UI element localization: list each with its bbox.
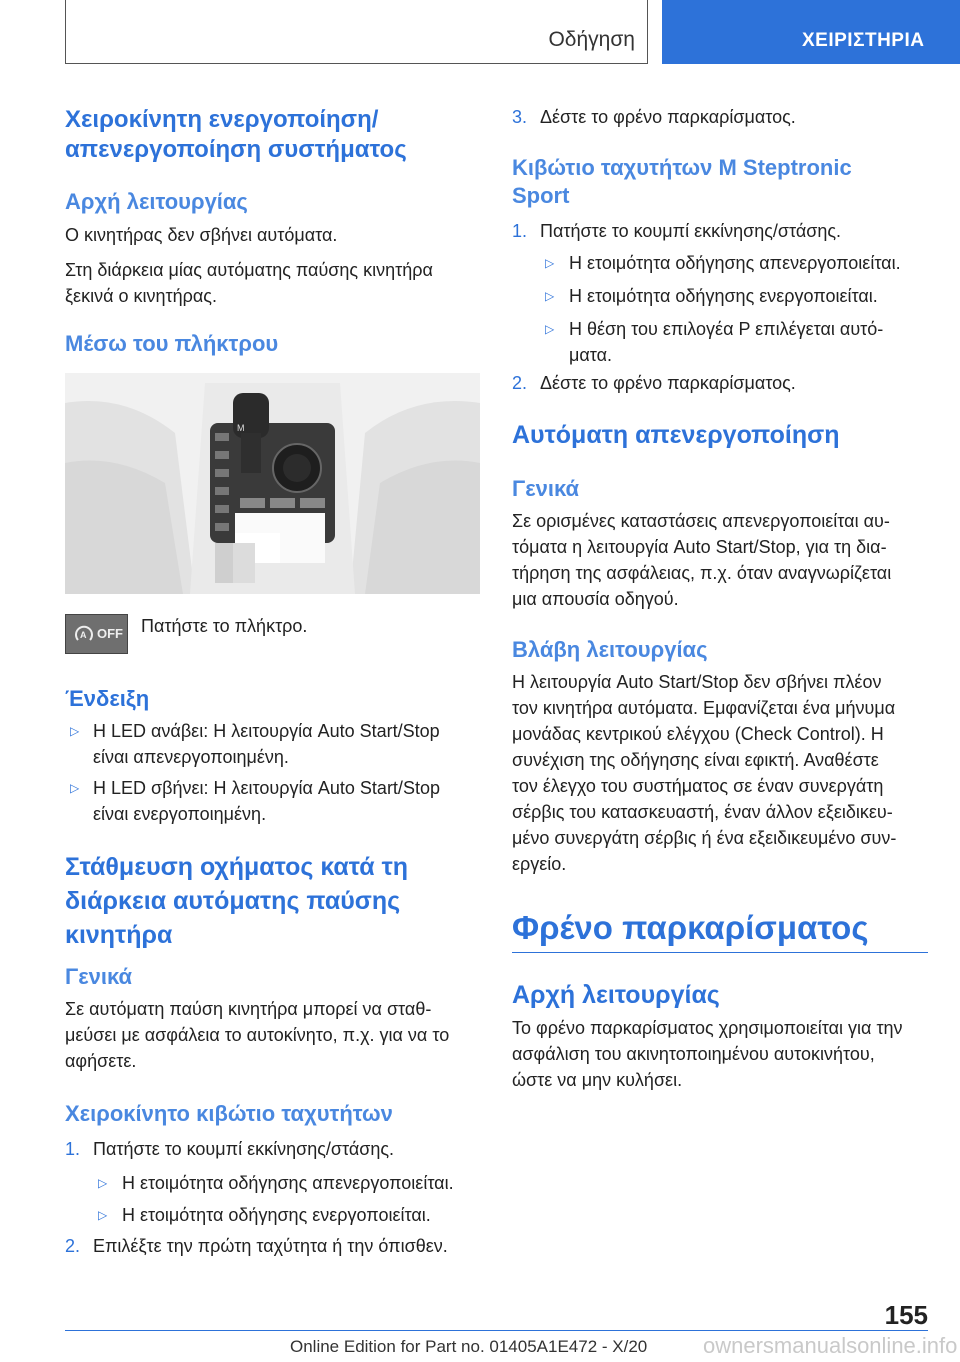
manual-bullet-2: Η ετοιμότητα οδήγησης ενεργοποιείται. bbox=[122, 1205, 431, 1225]
bullet-triangle-icon: ▷ bbox=[545, 289, 555, 303]
svg-text:A: A bbox=[80, 630, 87, 640]
pb-principle-heading: Αρχή λειτουργίας bbox=[512, 981, 720, 1009]
header-chapter: Οδήγηση bbox=[548, 28, 635, 51]
button-caption: Πατήστε το πλήκτρο. bbox=[141, 616, 308, 636]
watermark: ownersmanualsonline.info bbox=[703, 1333, 958, 1358]
bullet-triangle-icon: ▷ bbox=[70, 781, 80, 795]
general-heading: Γενικά bbox=[65, 964, 133, 989]
step-number: 1. bbox=[512, 221, 528, 241]
heading-divider bbox=[512, 952, 928, 953]
edition-text: Online Edition for Part no. 01405A1E472 - X/20 bbox=[290, 1337, 648, 1356]
general-text: Σε αυτόματη παύση κινητήρα μπορεί να σταθ- μεύσει με ασφάλεια το αυτοκίνητο, π.χ. για να το αφήσετε. bbox=[65, 999, 450, 1071]
manual-step-1: Πατήστε το κουμπί εκκίνησης/στάσης. bbox=[93, 1139, 395, 1159]
center-console-illustration bbox=[65, 373, 480, 594]
header-section-tab bbox=[662, 0, 960, 64]
center-console-photo bbox=[65, 373, 480, 594]
steptronic-bullet-2: Η ετοιμότητα οδήγησης ενεργοποιείται. bbox=[569, 286, 878, 306]
off-label: OFF bbox=[97, 626, 123, 641]
principle-text-1: Ο κινητήρας δεν σβήνει αυτόματα. bbox=[65, 225, 338, 245]
bullet-triangle-icon: ▷ bbox=[98, 1176, 108, 1190]
header-chapter-box bbox=[65, 0, 648, 64]
steptronic-step-2: Δέστε το φρένο παρκαρίσματος. bbox=[540, 373, 796, 393]
fault-text: Η λειτουργία Auto Start/Stop δεν σβήνει πλέον τον κινητήρα αυτόματα. Εμφανίζεται ένα μήνυμα μονάδας κεντρικού ελέγχου (Check Control). Η συνέχιση της οδήγησης είναι εφικτή. Αναθέστε τον έλεγχο του συστήματος σε έναν συνεργάτη σέρβις του κατασκευαστή, έναν άλλον εξειδικευ- μένο συνεργάτη σέρβις ή ένα εξειδικευμένο συν- εργείο. bbox=[512, 672, 897, 874]
steptronic-step-1: Πατήστε το κουμπί εκκίνησης/στάσης. bbox=[540, 221, 842, 241]
auto-off-heading: Αυτόματη απενεργοποίηση bbox=[512, 421, 840, 449]
bullet-triangle-icon: ▷ bbox=[545, 256, 555, 270]
bullet-triangle-icon: ▷ bbox=[545, 322, 555, 336]
via-button-heading: Μέσω του πλήκτρου bbox=[65, 331, 279, 356]
auto-start-stop-symbol-icon bbox=[72, 622, 96, 646]
header-section-label: ΧΕΙΡΙΣΤΗΡΙΑ bbox=[802, 30, 925, 51]
steptronic-heading: Κιβώτιο ταχυτήτων M Steptronic Sport bbox=[512, 155, 852, 208]
svg-text:M: M bbox=[237, 423, 245, 433]
step-number: 2. bbox=[512, 373, 528, 393]
footer-divider bbox=[65, 1330, 928, 1331]
step-number: 1. bbox=[65, 1139, 81, 1159]
bullet-triangle-icon: ▷ bbox=[70, 724, 80, 738]
section-title: Χειροκίνητη ενεργοποίηση/ απενεργοποίηση συστήματος bbox=[65, 106, 407, 163]
bullet-triangle-icon: ▷ bbox=[98, 1208, 108, 1222]
indicator-bullet-1: Η LED ανάβει: Η λειτουργία Auto Start/Stop είναι απενεργοποιημένη. bbox=[93, 721, 440, 767]
pb-principle-text: Το φρένο παρκαρίσματος χρησιμοποιείται για την ασφάλιση του ακινητοποιημένου αυτοκινήτου, ώστε να μην κυλήσει. bbox=[512, 1018, 903, 1090]
manual-step-3: Δέστε το φρένο παρκαρίσματος. bbox=[540, 107, 796, 127]
steptronic-bullet-1: Η ετοιμότητα οδήγησης απενεργοποιείται. bbox=[569, 253, 901, 273]
auto-start-stop-off-icon bbox=[65, 614, 128, 654]
principle-heading: Αρχή λειτουργίας bbox=[65, 189, 248, 214]
auto-general-text: Σε ορισμένες καταστάσεις απενεργοποιείται αυ- τόματα η λειτουργία Auto Start/Stop, για τη δια- τήρηση της ασφάλειας, π.χ. όταν αναγνωρίζεται μια απουσία οδηγού. bbox=[512, 511, 892, 609]
step-number: 2. bbox=[65, 1236, 81, 1256]
page-number: 155 bbox=[884, 1300, 928, 1330]
parking-during-stop-heading: Στάθμευση οχήματος κατά τη διάρκεια αυτόματης παύσης κινητήρα bbox=[65, 853, 409, 949]
fault-heading: Βλάβη λειτουργίας bbox=[512, 637, 708, 662]
indicator-bullet-2: Η LED σβήνει: Η λειτουργία Auto Start/Stop είναι ενεργοποιημένη. bbox=[93, 778, 440, 824]
principle-text-2: Στη διάρκεια μίας αυτόματης παύσης κινητήρα ξεκινά ο κινητήρας. bbox=[65, 260, 433, 306]
indicator-heading: Ένδειξη bbox=[65, 686, 150, 711]
steptronic-bullet-3: Η θέση του επιλογέα P επιλέγεται αυτό- ματα. bbox=[569, 319, 884, 365]
manual-gearbox-heading: Χειροκίνητο κιβώτιο ταχυτήτων bbox=[65, 1101, 393, 1126]
step-number: 3. bbox=[512, 107, 528, 127]
manual-step-2: Επιλέξτε την πρώτη ταχύτητα ή την όπισθεν. bbox=[93, 1236, 448, 1256]
auto-general-heading: Γενικά bbox=[512, 476, 580, 501]
parking-brake-heading: Φρένο παρκαρίσματος bbox=[512, 909, 869, 946]
manual-bullet-1: Η ετοιμότητα οδήγησης απενεργοποιείται. bbox=[122, 1173, 454, 1193]
